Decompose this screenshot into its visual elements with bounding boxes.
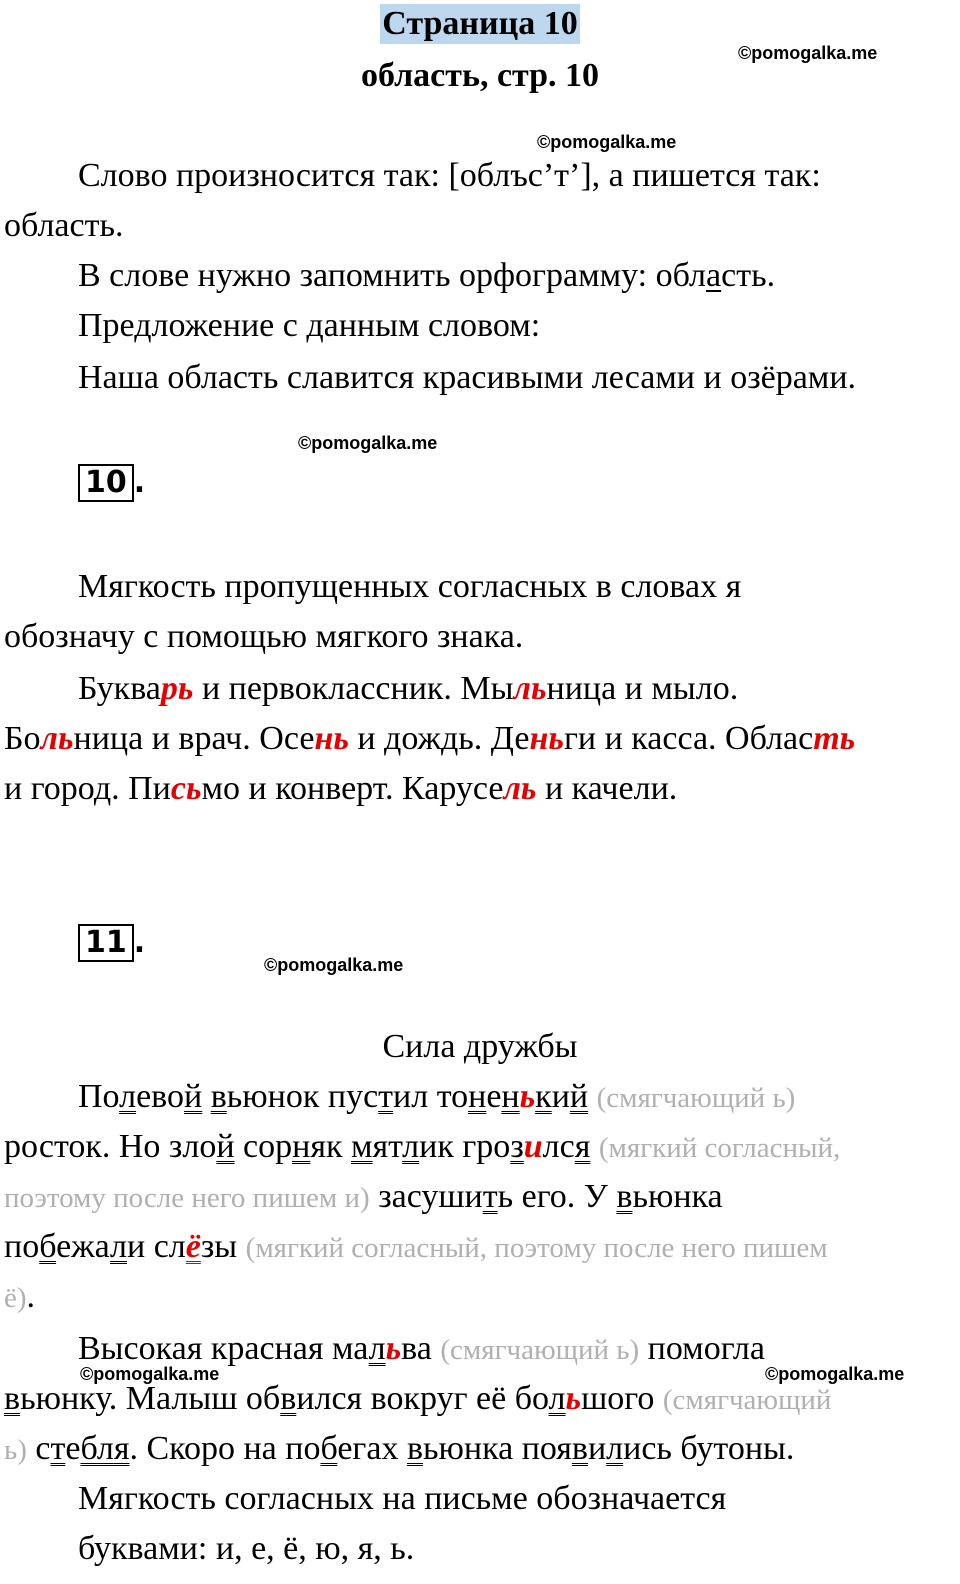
- text-line: Слово произносится так: [облъс’т’], а пишется так:: [78, 157, 821, 194]
- text-line: В слове нужно запомнить орфограмму: область.: [78, 257, 776, 294]
- text-line: обозначу с помощью мягкого знака.: [4, 618, 524, 655]
- watermark: ©pomogalka.me: [80, 1364, 220, 1384]
- text-line: область.: [4, 207, 124, 244]
- text-line: Предложение с данным словом:: [78, 307, 541, 344]
- text-line: росток. Но злой сорняк мятлик грозился (мягкий согласный,: [4, 1128, 841, 1165]
- text-line: Мягкость согласных на письме обозначается: [78, 1480, 727, 1517]
- text-line: Мягкость пропущенных согласных в словах я: [78, 568, 742, 605]
- text-line: Полевой вьюнок пустил тоненький (смягчающий ь): [78, 1078, 796, 1115]
- watermark: ©pomogalka.me: [765, 1364, 905, 1384]
- task-number-10: 10 .: [78, 464, 145, 502]
- text-line: Высокая красная мальва (смягчающий ь) помогла: [78, 1330, 765, 1367]
- task-number-11: 11 .: [78, 924, 145, 962]
- watermark: ©pomogalka.me: [298, 433, 438, 453]
- watermark: ©pomogalka.me: [738, 43, 878, 63]
- watermark: ©pomogalka.me: [537, 132, 677, 152]
- text-line: Букварь и первоклассник. Мыльница и мыло.: [78, 670, 739, 707]
- page-title: Страница 10: [382, 5, 578, 42]
- text-line: ё).: [4, 1278, 36, 1315]
- text-line: буквами: и, е, ё, ю, я, ь.: [78, 1530, 415, 1567]
- text-line: побежали слёзы (мягкий согласный, поэтому после него пишем: [4, 1228, 828, 1265]
- page-subtitle: область, стр. 10: [360, 57, 600, 94]
- text-line: вьюнку. Малыш обвился вокруг её большого (смягчающий: [4, 1380, 832, 1417]
- text-line: Наша область славится красивыми лесами и озёрами.: [78, 359, 857, 396]
- story-title: Сила дружбы: [382, 1028, 578, 1065]
- text-line: и город. Письмо и конверт. Карусель и качели.: [4, 770, 678, 807]
- text-line: Больница и врач. Осень и дождь. Деньги и касса. Область: [4, 720, 856, 757]
- watermark: ©pomogalka.me: [264, 955, 404, 975]
- text-line: ь) стебля. Скоро на побегах вьюнка появились бутоны.: [4, 1430, 795, 1467]
- page-heading: [0, 4, 960, 44]
- text-line: поэтому после него пишем и) засушить его. У вьюнка: [4, 1178, 723, 1215]
